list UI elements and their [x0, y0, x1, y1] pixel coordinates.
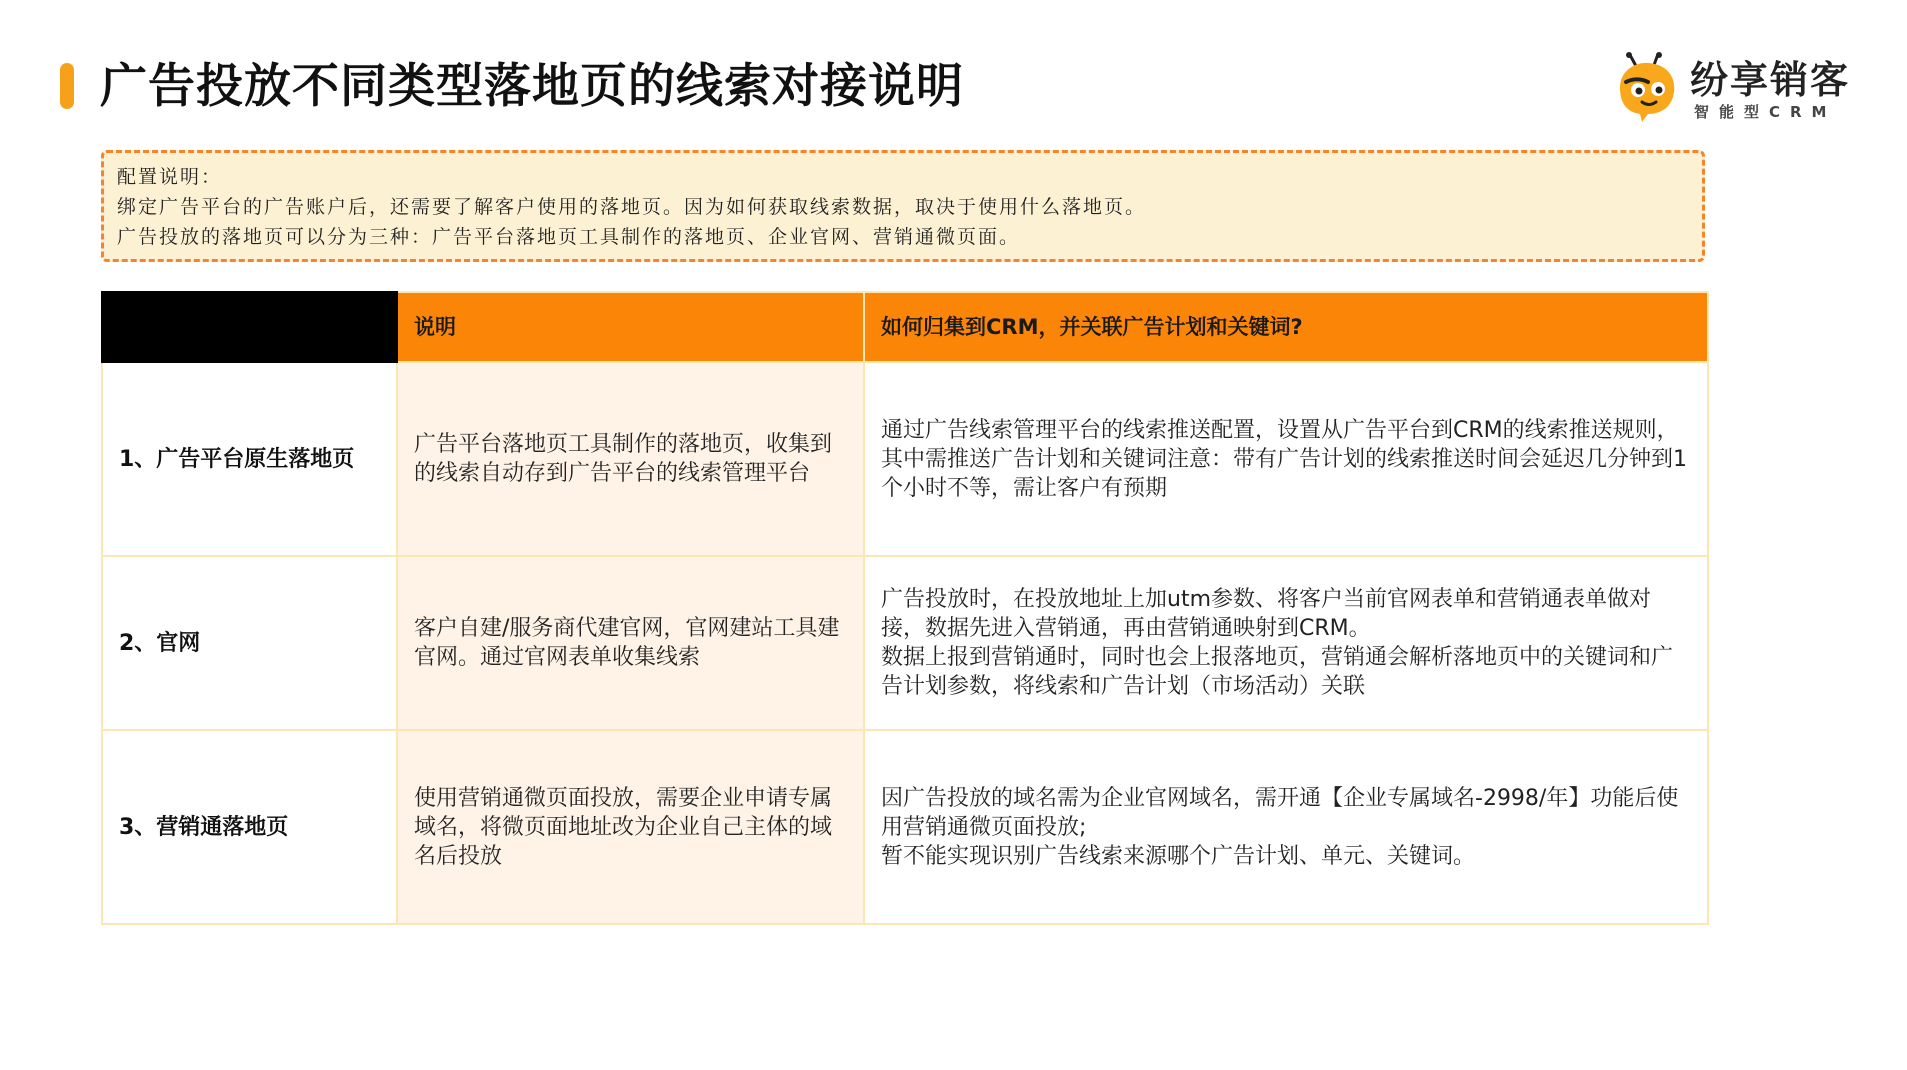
- table-header-row: [102, 292, 1708, 362]
- brand-name: 纷享销客: [1690, 58, 1851, 102]
- row-how: [864, 556, 1708, 730]
- column-header-desc: 说明: [397, 292, 864, 362]
- table-row: [102, 362, 1708, 556]
- row-name: 3、营销通落地页: [102, 730, 397, 924]
- table-row: [102, 556, 1708, 730]
- notice-line: 绑定广告平台的广告账户后，还需要了解客户使用的落地页。因为如何获取线索数据，取决于使用什么落地页。: [117, 196, 1147, 218]
- row-desc: 使用营销通微页面投放，需要企业申请专属域名，将微页面地址改为企业自己主体的域名后投放: [397, 730, 864, 924]
- row-name: 2、官网: [102, 556, 397, 730]
- row-how: [864, 730, 1708, 924]
- column-header-how: 如何归集到CRM，并关联广告计划和关键词?: [864, 292, 1708, 362]
- row-desc: 广告平台落地页工具制作的落地页，收集到的线索自动存到广告平台的线索管理平台: [397, 362, 864, 556]
- page-title: 广告投放不同类型落地页的线索对接说明: [100, 59, 964, 114]
- landing-page-table: [101, 291, 1709, 925]
- table-header-corner: [102, 292, 397, 362]
- config-notice-box: [101, 150, 1705, 262]
- row-how-line: 数据上报到营销通时，同时也会上报落地页，营销通会解析落地页中的关键词和广告计划参数，将线索和广告计划（市场活动）关联: [881, 645, 1674, 699]
- notice-line: 广告投放的落地页可以分为三种：广告平台落地页工具制作的落地页、企业官网、营销通微页面。: [117, 226, 1021, 248]
- brand-logo: [1612, 52, 1872, 124]
- row-how-line: 因广告投放的域名需为企业官网域名，需开通【企业专属域名-2998/年】功能后使用营销通微页面投放;: [881, 785, 1679, 840]
- bee-mascot-icon: [1612, 52, 1682, 124]
- brand-subtitle: 智能型CRM: [1694, 103, 1837, 121]
- row-how: [864, 362, 1708, 556]
- row-how-line: 广告投放时，在投放地址上加utm参数、将客户当前官网表单和营销通表单做对接，数据先进入营销通，再由营销通映射到CRM。: [881, 587, 1652, 641]
- table-row: [102, 730, 1708, 924]
- row-how-line: 暂不能实现识别广告线索来源哪个广告计划、单元、关键词。: [881, 843, 1476, 869]
- row-how-line: 通过广告线索管理平台的线索推送配置，设置从广告平台到CRM的线索推送规则，其中需推送广告计划和关键词注意：带有广告计划的线索推送时间会延迟几分钟到1个小时不等，需让客户有预期: [881, 417, 1687, 501]
- row-desc: 客户自建/服务商代建官网，官网建站工具建官网。通过官网表单收集线索: [397, 556, 864, 730]
- title-accent-bar: [60, 63, 74, 109]
- row-name: 1、广告平台原生落地页: [102, 362, 397, 556]
- notice-heading: 配置说明：: [117, 166, 223, 188]
